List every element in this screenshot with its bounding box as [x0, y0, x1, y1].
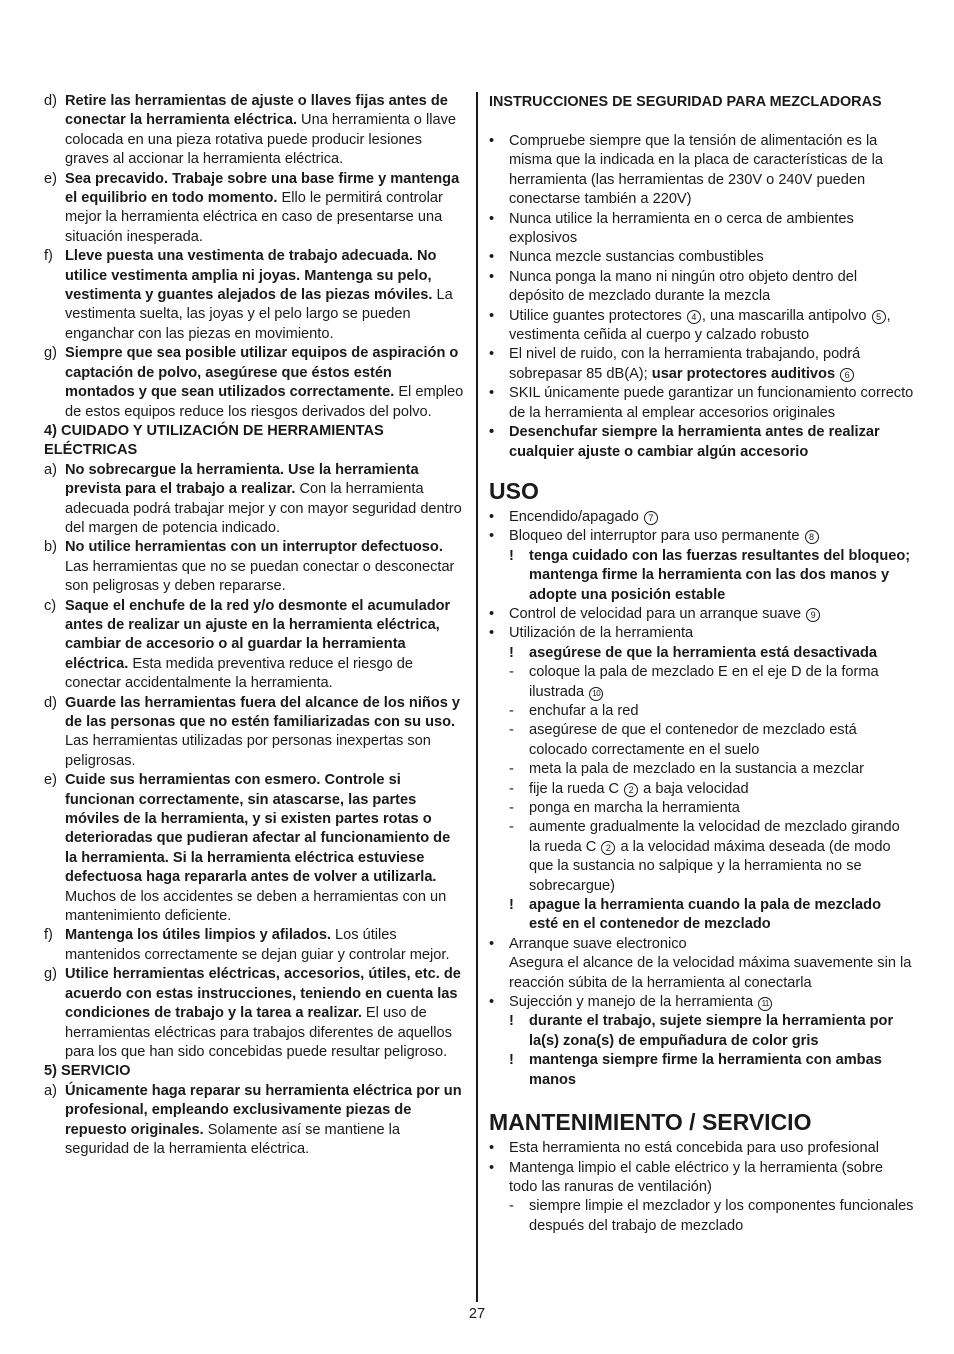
bullet-item: • Control de velocidad para un arranque suave 9 — [489, 605, 914, 624]
bullet-item: • Mantenga limpio el cable eléctrico y la herramienta (sobre todo las ranuras de ventilación) — [489, 1159, 883, 1195]
step-item: - aumente gradualmente la velocidad de mezclado girando la rueda C 2 a la velocidad máxima deseada (de modo que la sustancia no salpique y la herramienta no se sobrecargue) — [509, 819, 900, 894]
circled-number: 7 — [644, 511, 658, 525]
warning-item: ! asegúrese de que la herramienta está desactivada — [509, 644, 877, 661]
warning-item: ! apague la herramienta cuando la pala de mezclado esté en el contenedor de mezclado — [509, 897, 881, 933]
tool-care-item-a: a) No sobrecargue la herramienta. Use la herramienta prevista para el trabajo a realizar. Con la herramienta adecuada podrá trabajar mejor y con mayor seguridad dentro del margen de potencia indicado. — [44, 461, 462, 536]
step-item: - ponga en marcha la herramienta — [509, 800, 740, 816]
tool-care-item-g: g) Utilice herramientas eléctricas, accesorios, útiles, etc. de acuerdo con estas instrucciones, teniendo en cuenta las condiciones de trabajo y la tarea a realizar. El uso de herramientas eléctricas para trabajos diferentes de aquellos para los que han sido concebidas puede resultar peligroso. — [44, 966, 461, 1060]
safety-item-e: e) Sea precavido. Trabaje sobre una base firme y mantenga el equilibrio en todo momento. Ello le permitirá controlar mejor la herramienta eléctrica en caso de presentarse una situación inesperada. — [44, 170, 460, 245]
bullet-item: • Nunca utilice la herramienta en o cerca de ambientes explosivos — [489, 210, 854, 247]
service-item-a: a) Únicamente haga reparar su herramienta eléctrica por un profesional, empleando exclusivamente piezas de repuesto originales. Solamente así se mantiene la seguridad de la herramienta eléctrica. — [44, 1082, 462, 1157]
safety-item-f: f) Lleve puesta una vestimenta de trabajo adecuada. No utilice vestimenta amplia ni joyas. Mantenga su pelo, vestimenta y guantes alejados de las piezas móviles. La vestimenta suelta, las joyas y el pelo largo se pueden enganchar con las piezas en movimiento. — [44, 248, 453, 342]
bullet-item: • Esta herramienta no está concebida para uso profesional — [489, 1140, 879, 1157]
bullet-item: • Utilice guantes protectores 4 , una mascarilla antipolvo 5 , vestimenta ceñida al cuerpo y calzado robusto — [489, 307, 891, 344]
circled-number: 6 — [840, 368, 854, 382]
bullet-item: • El nivel de ruido, con la herramienta trabajando, podrá sobrepasar 85 dB(A); usar protectores auditivos 6 — [489, 346, 861, 382]
circled-number: 2 — [624, 783, 638, 797]
bullet-item: • Arranque suave electronico — [489, 935, 687, 952]
section-heading-4: 4) CUIDADO Y UTILIZACIÓN DE HERRAMIENTAS ELÉCTRICAS — [44, 422, 384, 459]
right-column — [489, 92, 914, 1236]
warning-item: ! durante el trabajo, sujete siempre la herramienta por la(s) zona(s) de empuñadura de color gris — [509, 1013, 894, 1049]
safety-item-d: d) Retire las herramientas de ajuste o llaves fijas antes de conectar la herramienta eléctrica. Una herramienta o llave colocada en una pieza rotativa puede producir lesiones graves al accionar la herramienta eléctrica. — [44, 93, 456, 168]
mixer-safety-title: INSTRUCCIONES DE SEGURIDAD PARA MEZCLADORAS — [489, 94, 882, 110]
bullet-item: • Utilización de la herramienta — [489, 625, 694, 642]
tool-care-item-d: d) Guarde las herramientas fuera del alcance de los niños y de las personas que no estén familiarizadas con su uso. Las herramientas utilizadas por personas inexpertas son peligrosas. — [44, 694, 461, 769]
section-heading-5: 5) SERVICIO — [44, 1063, 131, 1080]
bullet-item: • Sujección y manejo de la herramienta 11 — [489, 993, 914, 1012]
paragraph: Asegura el alcance de la velocidad máxima suavemente sin la reacción súbita de la herramienta al conectarla — [509, 955, 912, 991]
tool-care-item-b: b) No utilice herramientas con un interruptor defectuoso. Las herramientas que no se puedan conectar o desconectar son peligrosas y deben repararse. — [44, 539, 455, 595]
bullet-item: • Nunca ponga la mano ni ningún otro objeto dentro del depósito de mezclado durante la mezcla — [489, 268, 858, 305]
bullet-item: • SKIL únicamente puede garantizar un funcionamiento correcto de la herramienta al emplear accesorios originales — [489, 385, 914, 421]
circled-number: 5 — [872, 310, 886, 324]
warning-item: ! tenga cuidado con las fuerzas resultantes del bloqueo; mantenga firme la herramienta con las dos manos y adopte una posición estable — [509, 547, 911, 603]
warning-item: ! mantenga siempre firme la herramienta con ambas manos — [509, 1052, 882, 1088]
step-item: - coloque la pala de mezclado E en el eje D de la forma ilustrada 10 — [509, 664, 879, 700]
maintenance-heading: MANTENIMIENTO / SERVICIO — [489, 1109, 812, 1136]
uso-heading: USO — [489, 477, 539, 504]
step-item: - meta la pala de mezclado en la sustancia a mezclar — [509, 761, 865, 778]
bullet-item: • Desenchufar siempre la herramienta antes de realizar cualquier ajuste o cambiar algún accesorio — [489, 424, 880, 460]
tool-care-item-f: f) Mantenga los útiles limpios y afilados. Los útiles mantenidos correctamente se dejan guiar y controlar mejor. — [44, 927, 450, 963]
tool-care-item-e: e) Cuide sus herramientas con esmero. Controle si funcionan correctamente, sin atascarse, las partes móviles de la herramienta, y si existen partes rotas o deterioradas que pudieran afectar al funcionamiento de la herramienta. Si la herramienta eléctrica estuviese defectuosa haga repararla antes de volver a utilizarla. Muchos de los accidentes se deben a herramientas con un mantenimiento deficiente. — [44, 772, 451, 925]
safety-item-g: g) Siempre que sea posible utilizar equipos de aspiración o captación de polvo, asegúrese que éstos estén montados y que sean utilizados correctamente. El empleo de estos equipos reduce los riesgos derivados del polvo. — [44, 345, 464, 420]
circled-number: 2 — [601, 841, 615, 855]
bullet-item: • Nunca mezcle sustancias combustibles — [489, 249, 764, 266]
tool-care-item-c: c) Saque el enchufe de la red y/o desmonte el acumulador antes de realizar un ajuste en la herramienta eléctrica, cambiar de accesorio o al guardar la herramienta eléctrica. Esta medida preventiva reduce el riesgo de conectar accidentalmente la herramienta. — [44, 597, 451, 692]
bullet-item: • Compruebe siempre que la tensión de alimentación es la misma que la indicada en la placa de características de la herramienta (las herramientas de 230V o 240V pueden conectarse también a 220V) — [489, 133, 883, 208]
circled-number: 10 — [589, 687, 603, 701]
left-column — [44, 92, 464, 1159]
bullet-item: • Encendido/apagado 7 — [489, 508, 914, 527]
circled-number: 9 — [806, 608, 820, 622]
circled-number: 11 — [758, 997, 772, 1011]
step-item: - fije la rueda C 2 a baja velocidad — [509, 780, 749, 797]
bullet-item: • Bloqueo del interruptor para uso permanente 8 — [489, 527, 914, 546]
circled-number: 8 — [805, 530, 819, 544]
step-item: - enchufar a la red — [509, 702, 639, 719]
step-item: - siempre limpie el mezclador y los componentes funcionales después del trabajo de mezclado — [509, 1198, 914, 1234]
page-number: 27 — [468, 1306, 486, 1322]
column-divider — [476, 92, 478, 1302]
circled-number: 4 — [687, 310, 701, 324]
step-item: - asegúrese de que el contenedor de mezclado está colocado correctamente en el suelo — [509, 722, 857, 758]
